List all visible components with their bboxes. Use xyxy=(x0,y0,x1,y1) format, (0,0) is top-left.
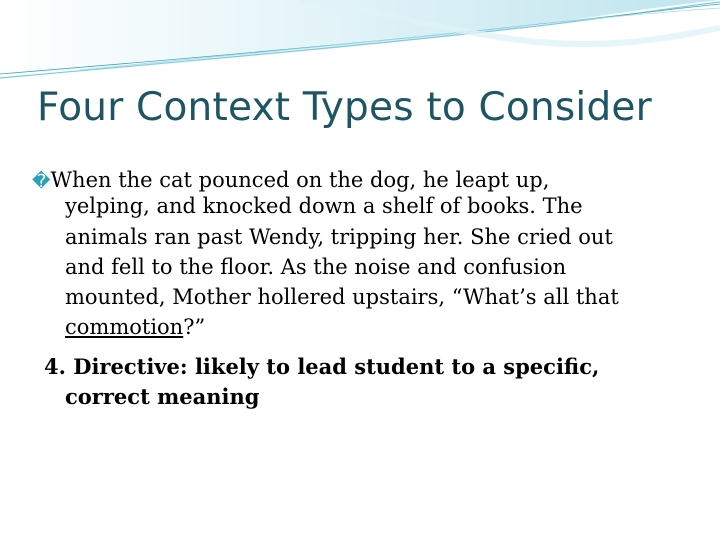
paragraph-line-2: yelping, and knocked down a shelf of books. The xyxy=(65,194,583,218)
paragraph-line-5: mounted, Mother hollered upstairs, “What’s all that xyxy=(65,285,619,309)
paragraph-line-6-tail: ?” xyxy=(183,315,206,339)
bullet-icon: � xyxy=(32,171,51,192)
slide-title: Four Context Types to Consider xyxy=(37,85,652,130)
underlined-word: commotion xyxy=(65,315,184,339)
paragraph-line-6 xyxy=(65,315,205,339)
paragraph-line-1-text: When the cat pounced on the dog, he leapt up, xyxy=(50,168,550,192)
paragraph-line-1 xyxy=(32,168,549,192)
directive-line-1: 4. Directive: likely to lead student to a specific, xyxy=(44,354,600,379)
paragraph-line-3: animals ran past Wendy, tripping her. She cried out xyxy=(65,225,613,249)
paragraph-line-4: and fell to the floor. As the noise and confusion xyxy=(65,255,567,279)
directive-line-2: correct meaning xyxy=(65,384,260,409)
